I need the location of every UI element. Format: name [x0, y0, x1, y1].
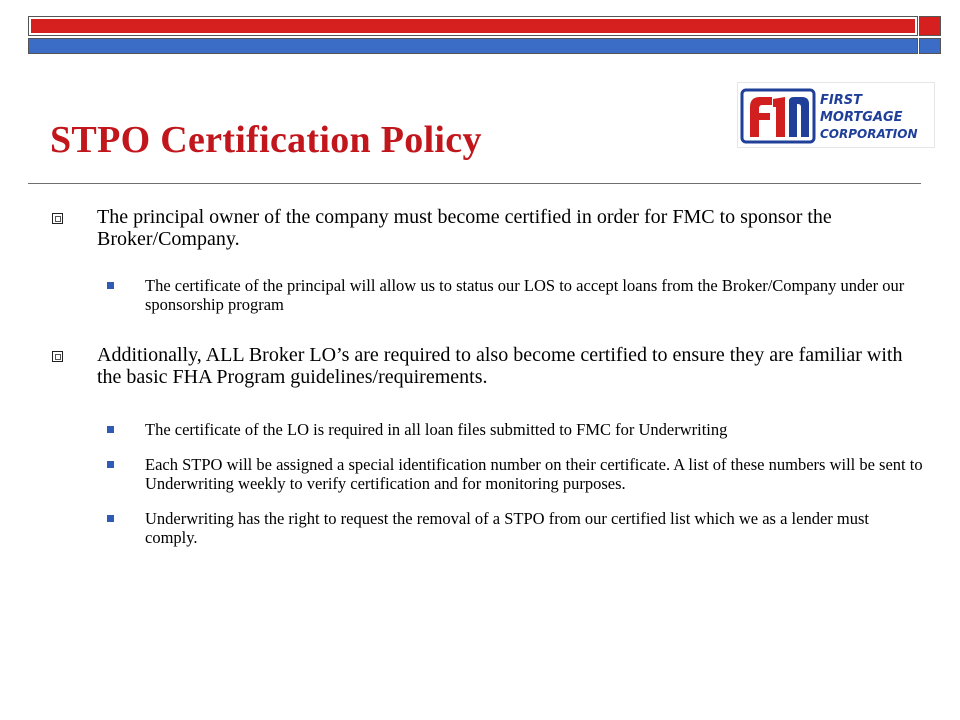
sub-bullet-item [50, 276, 925, 314]
logo-graphic [738, 83, 934, 147]
slide-body [50, 200, 925, 547]
top-blue-square [919, 38, 941, 54]
bullet-text: The principal owner of the company must become certified in order for FMC to sponsor the Broker/Company. [97, 206, 832, 250]
slide-title: STPO Certification Policy [50, 119, 482, 161]
filled-square-bullet-icon [107, 282, 114, 289]
sub-bullet-text: Underwriting has the right to request the removal of a STPO from our certified list which we as a lender must comply. [145, 509, 869, 547]
sub-bullet-text: The certificate of the LO is required in all loan files submitted to FMC for Underwriting [145, 420, 728, 439]
sub-bullet-text: The certificate of the principal will allow us to status our LOS to accept loans from the Broker/Company under our sponsorship program [145, 276, 905, 314]
logo-line-1: FIRST [820, 93, 862, 108]
company-logo [737, 82, 935, 148]
filled-square-bullet-icon [107, 461, 114, 468]
bullet-text: Additionally, ALL Broker LO’s are required to also become certified to ensure they are familiar with the basic FHA Program guidelines/requirements. [97, 344, 903, 388]
sub-bullet-text: Each STPO will be assigned a special identification number on their certificate. A list of these numbers will be sent to Underwriting weekly to verify certification and for monitoring purposes. [145, 455, 923, 493]
filled-square-bullet-icon [107, 426, 114, 433]
bullet-item [50, 206, 925, 250]
logo-line-3: CORPORATION [820, 127, 918, 141]
sub-bullet-item [50, 509, 925, 547]
filled-square-bullet-icon [107, 515, 114, 522]
top-red-square [919, 16, 941, 36]
hollow-square-bullet-icon [52, 213, 63, 224]
title-divider [28, 183, 921, 184]
top-blue-bar [28, 38, 918, 54]
sub-bullet-item [50, 455, 925, 493]
logo-line-2: MORTGAGE [820, 110, 903, 125]
top-red-bar [28, 16, 918, 36]
bullet-item [50, 344, 925, 388]
hollow-square-bullet-icon [52, 351, 63, 362]
sub-bullet-item [50, 420, 925, 439]
